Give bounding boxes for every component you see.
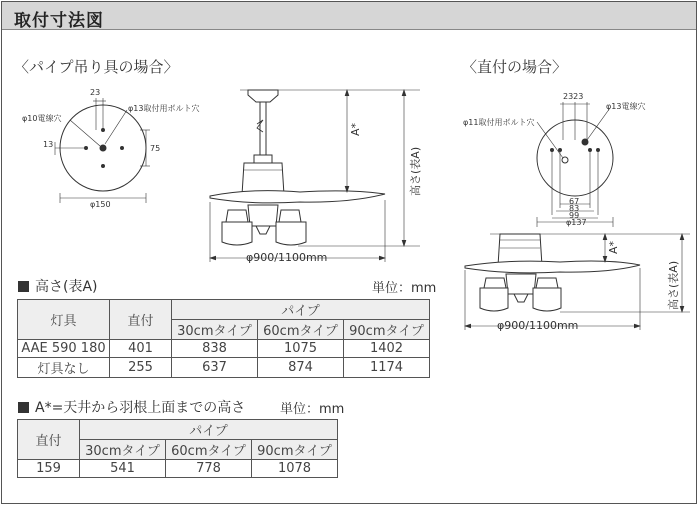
table-a-cell-p30: 838	[172, 340, 258, 358]
pipe-plate-bolt-label: φ13取付用ボルト穴	[128, 104, 200, 113]
table-a-cell-direct: 401	[110, 340, 172, 358]
direct-plate-bolt-label: φ13電線穴	[606, 102, 646, 111]
table-a-header-fixture: 灯具	[18, 300, 110, 340]
table-b-cell-p60: 778	[166, 460, 252, 478]
table-a-header-p30: 30cmタイプ	[172, 320, 258, 340]
table-b-unit: 単位：mm	[280, 402, 345, 417]
direct-plate-diameter: φ137	[566, 218, 587, 227]
table-a-cell-p90: 1402	[344, 340, 430, 358]
square-bullet-icon	[18, 402, 29, 413]
table-a-cell-name: 灯具なし	[18, 358, 110, 378]
table-row	[18, 340, 430, 358]
table-b-header-direct: 直付	[18, 420, 80, 460]
direct-plate-dim-67: 67	[569, 197, 580, 206]
table-a-header-direct: 直付	[110, 300, 172, 340]
table-b-header-p90: 90cmタイプ	[252, 440, 338, 460]
table-a-cell-p60: 1075	[258, 340, 344, 358]
table-b-header-p30: 30cmタイプ	[80, 440, 166, 460]
page-title: 取付寸法図	[14, 11, 104, 31]
direct-fan-a-label: A*	[607, 240, 620, 254]
table-b-header-p60: 60cmタイプ	[166, 440, 252, 460]
pipe-plate-dim-top: 23	[90, 88, 101, 97]
pipe-fan-height-label: 高さ(表A)	[409, 146, 422, 196]
table-row	[18, 460, 338, 478]
table-a-cell-p60: 874	[258, 358, 344, 378]
table-a-title-row	[18, 276, 98, 296]
pipe-plate-dim-left: 13	[43, 140, 54, 149]
square-bullet-icon	[18, 281, 29, 292]
table-b-cell-p90: 1078	[252, 460, 338, 478]
direct-section-heading: 〈直付の場合〉	[462, 58, 568, 76]
direct-plate-dim-99: 99	[569, 211, 580, 220]
table-row	[18, 358, 430, 378]
pipe-plate-hole-label: φ10電線穴	[22, 114, 62, 123]
table-b-cell-direct: 159	[18, 460, 80, 478]
table-a-cell-direct: 255	[110, 358, 172, 378]
table-a-cell-name: AAE 590 180	[18, 340, 110, 358]
table-a-cell-p30: 637	[172, 358, 258, 378]
height-table-b	[17, 419, 338, 478]
pipe-fan-a-label: A*	[349, 122, 362, 136]
table-a-unit: 単位：mm	[372, 281, 437, 296]
table-a-header-pipe: パイプ	[172, 300, 430, 320]
pipe-fan-span-label: φ900/1100mm	[246, 251, 328, 264]
table-a-title: 高さ(表A)	[35, 279, 98, 295]
direct-fan-span-label: φ900/1100mm	[497, 319, 579, 332]
table-a-header-p60: 60cmタイプ	[258, 320, 344, 340]
table-b-title-row	[18, 397, 245, 417]
height-table-a	[17, 299, 430, 378]
pipe-section-heading: 〈パイプ吊り具の場合〉	[14, 58, 179, 76]
table-a-header-p90: 90cmタイプ	[344, 320, 430, 340]
direct-plate-hole-label: φ11取付用ボルト穴	[463, 118, 535, 127]
direct-plate-dim-83: 83	[569, 204, 580, 213]
table-a-cell-p90: 1174	[344, 358, 430, 378]
direct-plate-dim-top: 2323	[563, 92, 584, 101]
table-b-title: A*=天井から羽根上面までの高さ	[35, 400, 246, 416]
table-b-header-pipe: パイプ	[80, 420, 338, 440]
pipe-plate-dim-right: 75	[150, 144, 161, 153]
table-b-cell-p30: 541	[80, 460, 166, 478]
pipe-plate-diameter: φ150	[90, 200, 111, 209]
direct-fan-height-label: 高さ(表A)	[667, 260, 680, 310]
